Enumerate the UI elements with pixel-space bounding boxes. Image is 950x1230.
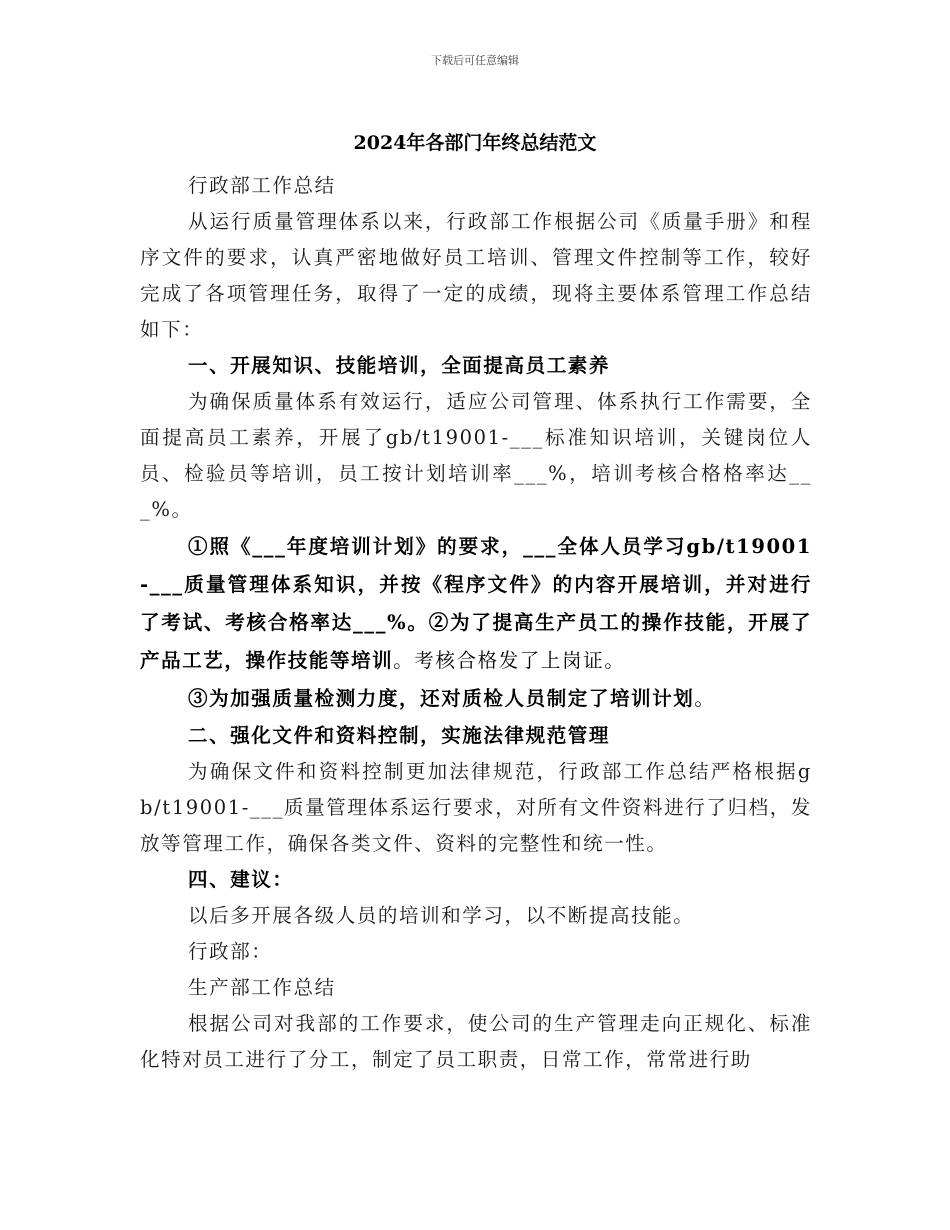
training-items-tail: 。考核合格发了上岗证。 bbox=[393, 649, 626, 672]
training-items bbox=[140, 528, 812, 680]
production-heading: 生产部工作总结 bbox=[188, 976, 336, 999]
section1-text: 为确保质量体系有效运行，适应公司管理、体系执行工作需要，全面提高员工素养，开展了gb/t19001-___标准知识培训，关键岗位人员、检验员等培训，员工按计划培训率___%，培训考核合格格率达___%。 bbox=[140, 390, 812, 521]
production-text: 根据公司对我部的工作要求，使公司的生产管理走向正规化、标准化特对员工进行了分工，制定了员工职责，日常工作，常常进行助 bbox=[140, 1012, 812, 1071]
section2-text: 为确保文件和资料控制更加法律规范，行政部工作总结严格根据gb/t19001-___质量管理体系运行要求，对所有文件资料进行了归档，发放等管理工作，确保各类文件、资料的完整性和统一性。 bbox=[140, 760, 812, 855]
section4-text: 以后多开展各级人员的培训和学习，以不断提高技能。 bbox=[188, 904, 695, 927]
admin-signature: 行政部： bbox=[188, 940, 273, 963]
training-item-3 bbox=[140, 680, 812, 718]
document-body bbox=[140, 168, 812, 1078]
section4-title: 四、建议： bbox=[188, 868, 294, 891]
section1-title: 一、开展知识、技能培训，全面提高员工素养 bbox=[188, 354, 611, 377]
section2-title: 二、强化文件和资料控制，实施法律规范管理 bbox=[188, 724, 611, 747]
training-item-3-text: ③为加强质量检测力度，还对质检人员制定了培训计划 bbox=[188, 687, 695, 710]
document-title: 2024年各部门年终总结范文 bbox=[353, 132, 597, 154]
admin-intro: 从运行质量管理体系以来，行政部工作根据公司《质量手册》和程序文件的要求，认真严密地做好员工培训、管理文件控制等工作，较好完成了各项管理任务，取得了一定的成绩，现将主要体系管理工作总结如下： bbox=[140, 210, 812, 341]
training-item-3-tail: 。 bbox=[694, 687, 716, 710]
page-header: 下载后可任意编辑 bbox=[431, 54, 519, 67]
training-items-bold: ①照《___年度培训计划》的要求，___全体人员学习gb/t19001-___质量管理体系知识，并按《程序文件》的内容开展培训，并对进行了考试、考核合格率达___%。②为了提高生产员工的操作技能，开展了产品工艺，操作技能等培训 bbox=[140, 535, 812, 672]
admin-heading: 行政部工作总结 bbox=[188, 174, 336, 197]
